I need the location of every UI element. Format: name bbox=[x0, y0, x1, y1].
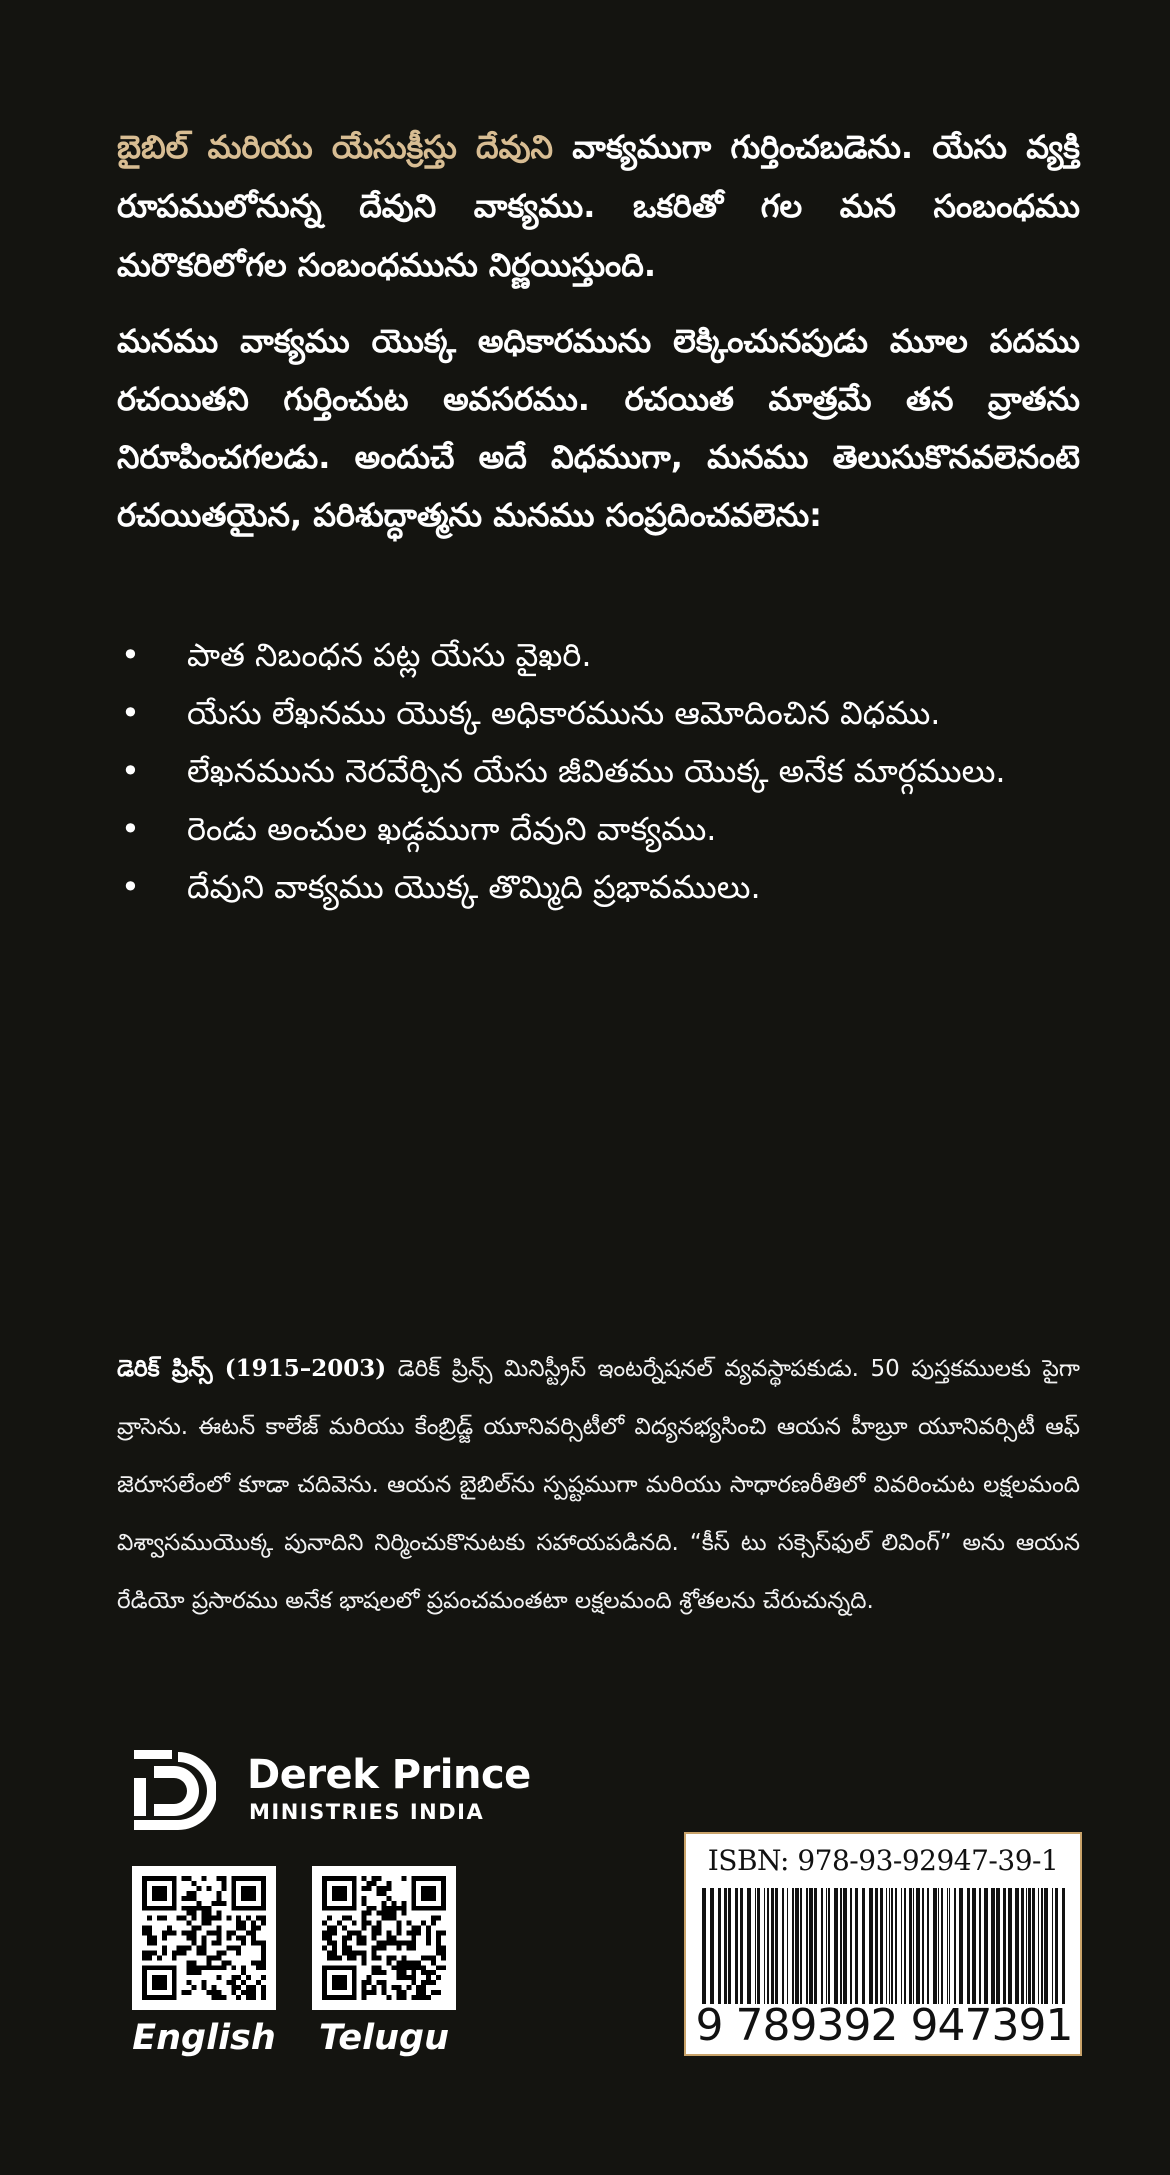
qr-code-telugu[interactable] bbox=[312, 1866, 456, 2010]
isbn-label: ISBN: 978-93-92947-39-1 bbox=[707, 1844, 1059, 1877]
list-item-text: లేఖనమును నెరవేర్చిన యేసు జీవితము యొక్క అనేక మార్గములు. bbox=[187, 752, 1006, 790]
list-item-text: రెండు అంచుల ఖడ్గముగా దేవుని వాక్యము. bbox=[187, 810, 717, 848]
qr-label-english: English bbox=[132, 2018, 276, 2058]
list-item bbox=[117, 684, 1017, 742]
qr-label-telugu: Telugu bbox=[319, 2018, 449, 2058]
author-bio-text: డెరిక్ ప్రిన్స్ మినిస్ట్రీస్ ఇంటర్నేషనల్ వ్యవస్థాపకుడు. 50 పుస్తకములకు పైగా వ్రాసెను. ఈటన్ కాలేజ్ మరియు కేంబ్రిడ్జ్ యూనివర్సిటీలో విద్యనభ్యసించి ఆయన హీబ్రూ యూనివర్సిటీ ఆఫ్ జెరూసలేంలో కూడా చదివెను. ఆయన బైబిల్‌ను స్పష్టముగా మరియు సాధారణరీతిలో వివరించుట లక్షలమంది విశ్వాసముయొక్క పునాదిని నిర్మించుకొనుటకు సహాయపడినది. “కీస్ టు సక్సెస్‌ఫుల్ లివింగ్” అను ఆయన రేడియో ప్రసారము అనేక భాషలలో ప్రపంచమంతటా లక్షలమంది శ్రోతలను చేరుచున్నది. bbox=[117, 1356, 1080, 1614]
qr-code-icon bbox=[322, 1876, 446, 2000]
derek-prince-logo-icon bbox=[132, 1748, 216, 1834]
list-item-text: పాత నిబంధన పట్ల యేసు వైఖరి. bbox=[187, 636, 592, 674]
qr-code-english[interactable] bbox=[132, 1866, 276, 2010]
qr-code-icon bbox=[142, 1876, 266, 2000]
list-item-text: దేవుని వాక్యము యొక్క తొమ్మిది ప్రభావములు. bbox=[187, 868, 761, 906]
authority-paragraph: మనము వాక్యము యొక్క అధికారమును లెక్కించునపుడు మూల పదము రచయితని గుర్తించుట అవసరము. రచయిత మాత్రమే తన వ్రాతను నిరూపించగలడు. అందుచే అదే విధముగా, మనము తెలుసుకొనవలెనంటె రచయితయైన, పరిశుద్ధాత్మను మనము సంప్రదించవలెను: bbox=[117, 322, 1080, 534]
bullet-icon: • bbox=[121, 636, 140, 674]
list-item bbox=[117, 626, 1017, 684]
bullet-icon: • bbox=[121, 868, 140, 906]
topic-list bbox=[117, 626, 1017, 916]
isbn-barcode bbox=[684, 1832, 1082, 2056]
author-bio-lead: డెరిక్ ప్రిన్స్ (1915–2003) bbox=[117, 1355, 387, 1382]
intro-paragraph bbox=[117, 118, 1080, 295]
list-item bbox=[117, 742, 1017, 800]
logo-subtitle-text: MINISTRIES INDIA bbox=[249, 1800, 485, 1824]
author-bio bbox=[117, 1340, 1080, 1630]
barcode-digits: 9 789392 947391 bbox=[695, 2000, 1073, 2051]
bullet-icon: • bbox=[121, 752, 140, 790]
publisher-logo bbox=[132, 1748, 532, 1828]
logo-name-text: Derek Prince bbox=[247, 1752, 531, 1798]
bullet-icon: • bbox=[121, 694, 140, 732]
bullet-icon: • bbox=[121, 810, 140, 848]
list-item bbox=[117, 800, 1017, 858]
intro-rest-text: వాక్యముగా గుర్తించబడెను. యేసు వ్యక్తి రూపములోనున్న దేవుని వాక్యము. ఒకరితో గల మన సంబంధము మరొకరిలోగల సంబంధమును నిర్ణయిస్తుంది. bbox=[117, 128, 1080, 284]
intro-accent-text: బైబిల్ మరియు యేసుక్రీస్తు దేవుని bbox=[117, 128, 554, 166]
list-item-text: యేసు లేఖనము యొక్క అధికారమును ఆమోదించిన విధము. bbox=[187, 694, 941, 732]
list-item bbox=[117, 858, 1017, 916]
